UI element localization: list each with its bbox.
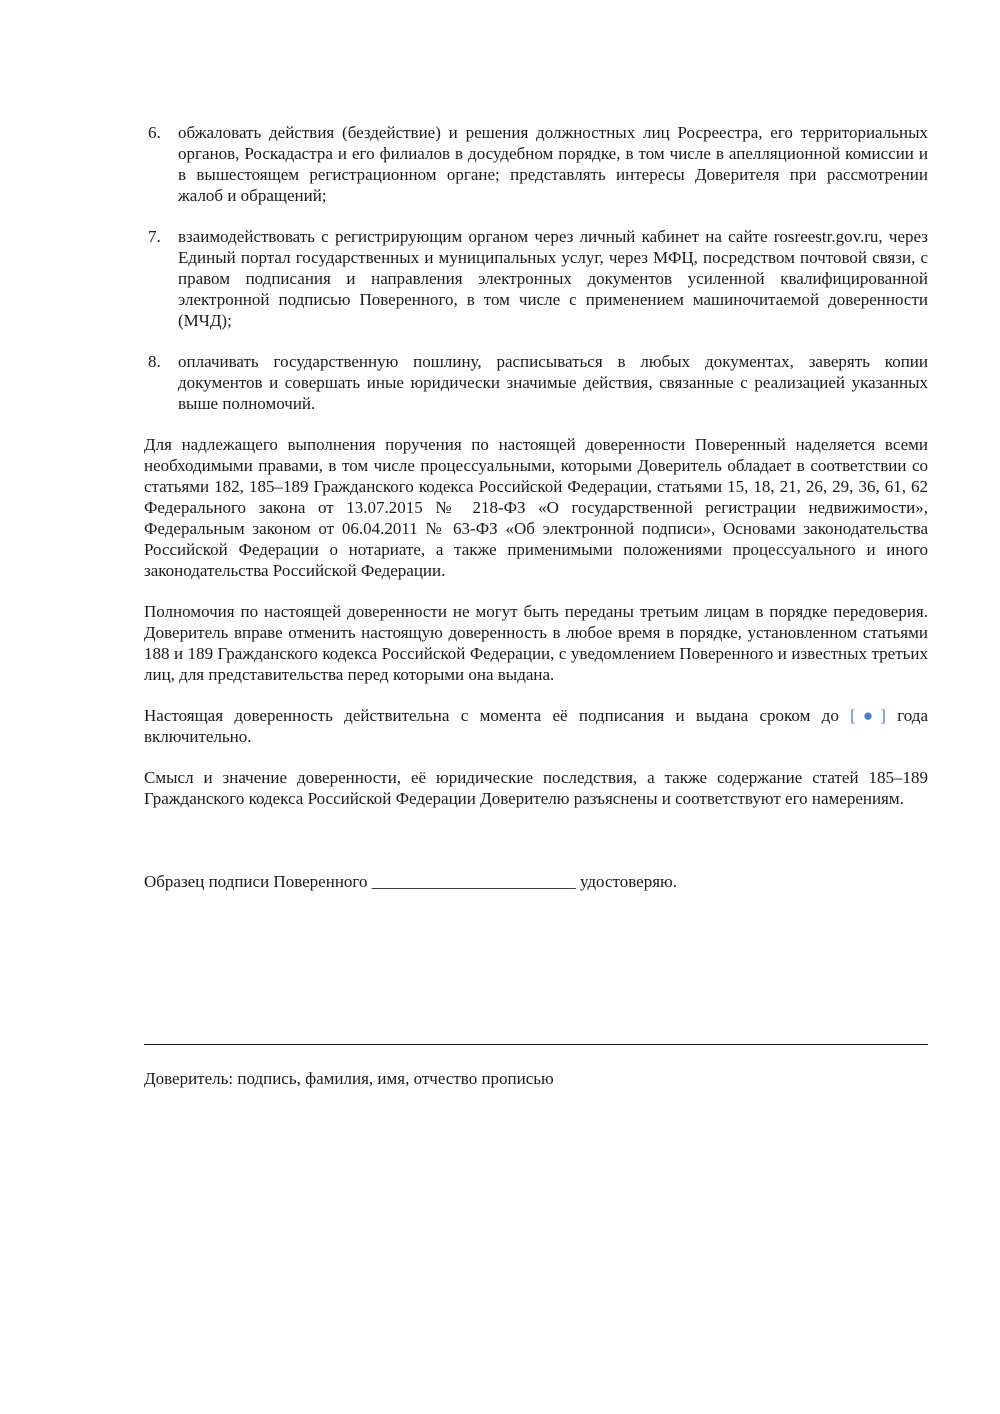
document-page	[144, 122, 928, 892]
list-item	[144, 226, 928, 331]
list-item-text: обжаловать действия (бездействие) и решения должностных лиц Росреестра, его территориальных органов, Роскадастра и его филиалов в досудебном порядке, в том числе в апелляционной комиссии и в вышестоящем регистрационном органе; представлять интересы Доверителя при рассмотрении жалоб и обращений;	[178, 123, 928, 205]
meaning-paragraph: Смысл и значение доверенности, её юридические последствия, а также содержание статей 185–189 Гражданского кодекса Российской Федерации Доверителю разъяснены и соответствуют его намерениям.	[144, 768, 928, 808]
signature-sample-line	[144, 871, 928, 892]
signature-rule	[144, 1044, 928, 1045]
principal-signature-caption: Доверитель: подпись, фамилия, имя, отчество прописью	[144, 1069, 554, 1088]
signature-sample-label: Образец подписи Поверенного	[144, 872, 368, 891]
list-item-number: 6.	[148, 123, 161, 142]
list-item-number: 7.	[148, 227, 161, 246]
list-item-text: оплачивать государственную пошлину, расписываться в любых документах, заверять копии документов и совершать иные юридически значимые действия, связанные с реализацией указанных выше полномочий.	[178, 352, 928, 413]
list-item-number: 8.	[148, 352, 161, 371]
powers-list	[144, 122, 928, 414]
signature-blank: ________________________	[371, 872, 576, 891]
list-item	[144, 351, 928, 414]
rights-paragraph: Для надлежащего выполнения поручения по настоящей доверенности Поверенный наделяется всеми необходимыми правами, в том числе процессуальными, которыми Доверитель обладает в соответствии со статьями 182, 185–189 Гражданского кодекса Российской Федерации, статьями 15, 18, 21, 26, 29, 36, 61, 62 Федерального закона от 13.07.2015 № 218-ФЗ «О государственной регистрации недвижимости», Федеральным законом от 06.04.2011 № 63-ФЗ «Об электронной подписи», Основами законодательства Российской Федерации о нотариате, а также применимыми положениями процессуального и иного законодательства Российской Федерации.	[144, 435, 928, 580]
validity-paragraph	[144, 705, 928, 747]
list-item	[144, 122, 928, 206]
delegation-paragraph: Полномочия по настоящей доверенности не могут быть переданы третьим лицам в порядке передоверия. Доверитель вправе отменить настоящую доверенность в любое время в порядке, установленном статьями 188 и 189 Гражданского кодекса Российской Федерации, с уведомлением Поверенного и известных третьих лиц, для представительства перед которыми она выдана.	[144, 602, 928, 684]
certify-text: удостоверяю.	[579, 872, 677, 891]
list-item-text: взаимодействовать с регистрирующим органом через личный кабинет на сайте rosreestr.gov.ru, через Единый портал государственных и муниципальных услуг, через МФЦ, посредством почтовой связи, с правом подписания и направления электронных документов усиленной квалифицированной электронной подписью Поверенного, в том числе с применением машиночитаемой доверенности (МЧД);	[178, 227, 928, 330]
term-placeholder: [●]	[850, 706, 886, 725]
validity-text-after: года включительно.	[144, 706, 928, 746]
validity-text-before: Настоящая доверенность действительна с момента её подписания и выдана сроком до	[144, 706, 851, 725]
